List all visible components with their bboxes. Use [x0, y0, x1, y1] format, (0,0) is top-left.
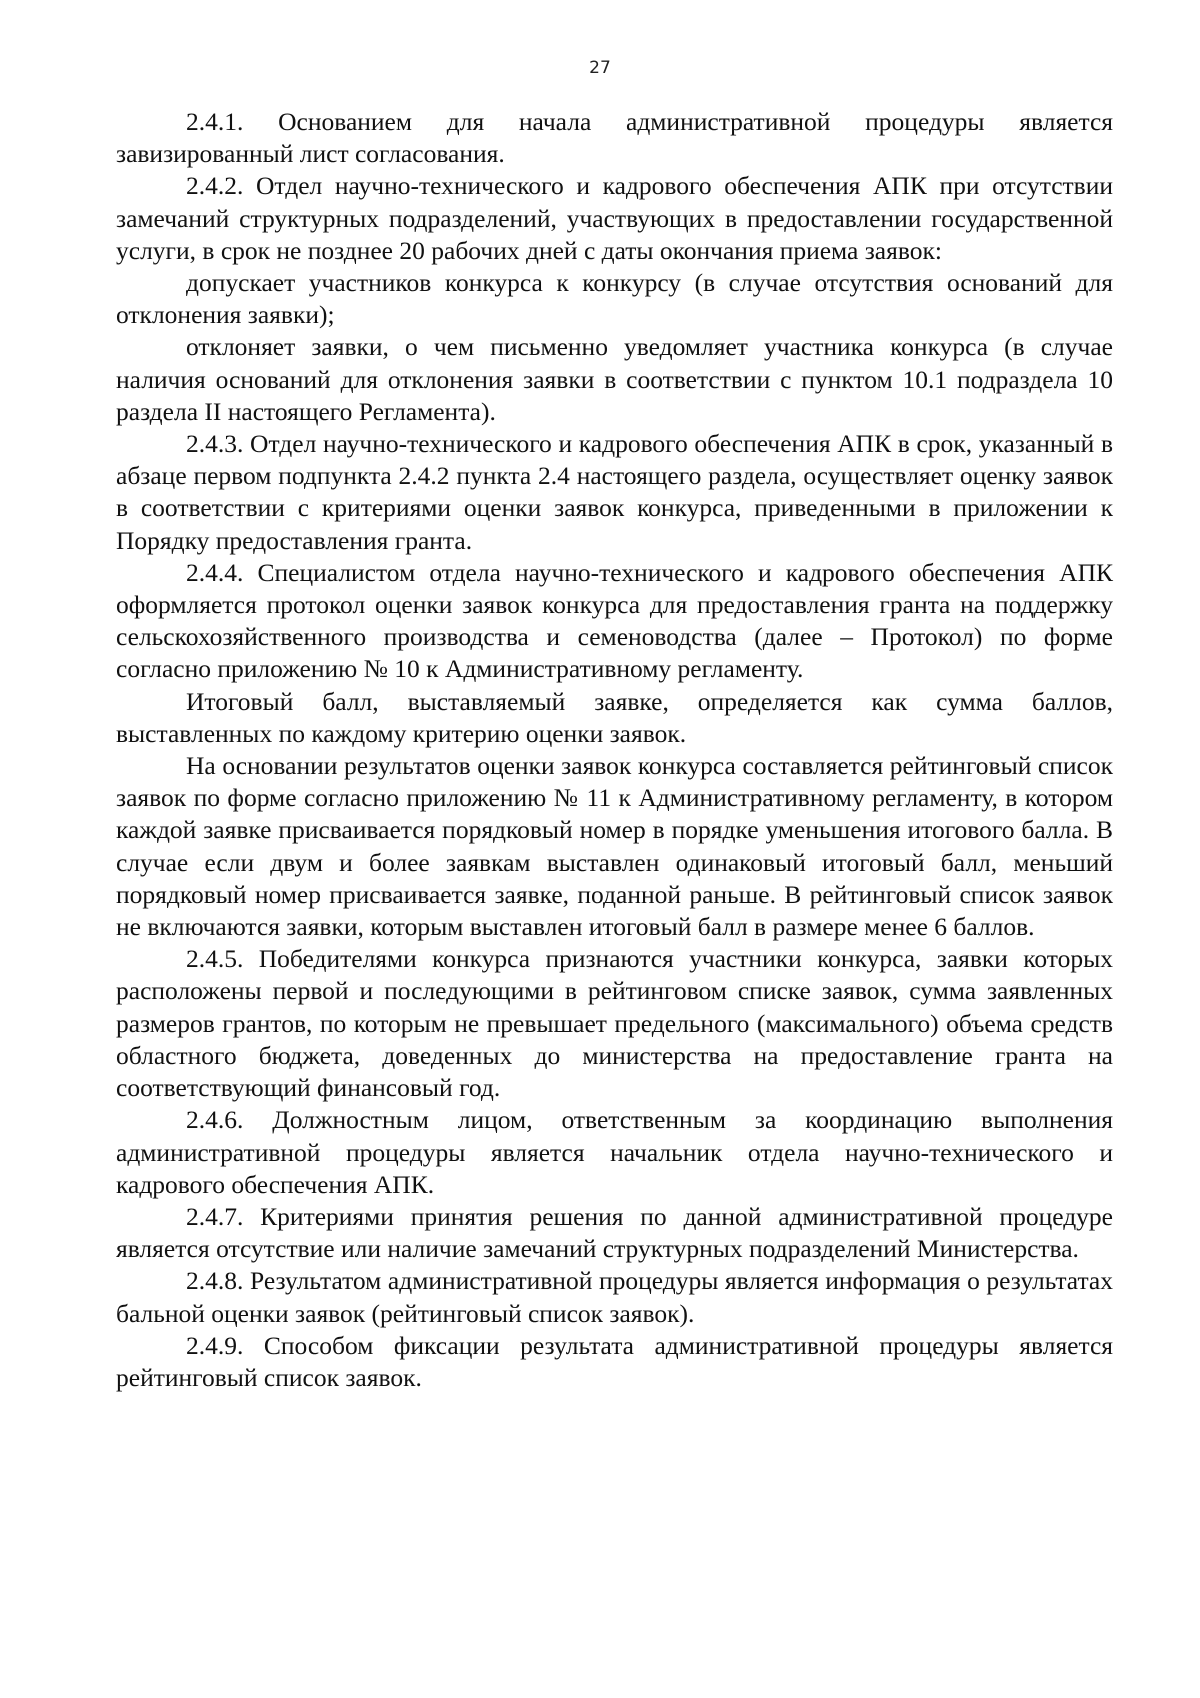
- paragraph-2-4-9: 2.4.9. Способом фиксации результата административной процедуры является рейтинговый список заявок.: [116, 1330, 1113, 1392]
- paragraph-2-4-6: 2.4.6. Должностным лицом, ответственным за координацию выполнения административной процедуры является начальник отдела научно-технического и кадрового обеспечения АПК.: [116, 1105, 1113, 1199]
- paragraph-reject-applications: отклоняет заявки, о чем письменно уведомляет участника конкурса (в случае наличия оснований для отклонения заявки в соответствии с пунктом 10.1 подраздела 10 раздела II настоящего Регламента).: [116, 332, 1113, 426]
- paragraph-final-score: Итоговый балл, выставляемый заявке, определяется как сумма баллов, выставленных по каждому критерию оценки заявок.: [116, 686, 1113, 748]
- page-number: 27: [589, 58, 611, 78]
- paragraph-2-4-1: 2.4.1. Основанием для начала административной процедуры является завизированный лист согласования.: [116, 107, 1113, 169]
- paragraph-rating-list: На основании результатов оценки заявок конкурса составляется рейтинговый список заявок по форме согласно приложению № 11 к Административному регламенту, в котором каждой заявке присваивается порядковый номер в порядке уменьшения итогового балла. В случае если двум и более заявкам выставлен одинаковый итоговый балл, меньший порядковый номер присваивается заявке, поданной раньше. В рейтинговый список заявок не включаются заявки, которым выставлен итоговый балл в размере менее 6 баллов.: [116, 751, 1113, 942]
- paragraph-2-4-7: 2.4.7. Критериями принятия решения по данной административной процедуре является отсутствие или наличие замечаний структурных подразделений Министерства.: [116, 1201, 1113, 1264]
- paragraph-2-4-2: 2.4.2. Отдел научно-технического и кадрового обеспечения АПК при отсутствии замечаний структурных подразделений, участвующих в предоставлении государственной услуги, в срок не позднее 20 рабочих дней с даты окончания приема заявок:: [116, 171, 1113, 265]
- paragraph-admit-participants: допускает участников конкурса к конкурсу (в случае отсутствия оснований для отклонения заявки);: [116, 268, 1113, 330]
- paragraph-2-4-4: 2.4.4. Специалистом отдела научно-технического и кадрового обеспечения АПК оформляется протокол оценки заявок конкурса для предоставления гранта на поддержку сельскохозяйственного производства и семеноводства (далее – Протокол) по форме согласно приложению № 10 к Административному регламенту.: [116, 557, 1113, 684]
- document-body: [116, 106, 1113, 1394]
- paragraph-2-4-3: 2.4.3. Отдел научно-технического и кадрового обеспечения АПК в срок, указанный в абзаце первом подпункта 2.4.2 пункта 2.4 настоящего раздела, осуществляет оценку заявок в соответствии с критериями оценки заявок конкурса, приведенными в приложении к Порядку предоставления гранта.: [116, 429, 1113, 555]
- paragraph-2-4-8: 2.4.8. Результатом административной процедуры является информация о результатах бальной оценки заявок (рейтинговый список заявок).: [116, 1266, 1113, 1328]
- paragraph-2-4-5: 2.4.5. Победителями конкурса признаются участники конкурса, заявки которых расположены первой и последующими в рейтинговом списке заявок, сумма заявленных размеров грантов, по которым не превышает предельного (максимального) объема средств областного бюджета, доведенных до министерства на предоставление гранта на соответствующий финансовый год.: [116, 944, 1113, 1103]
